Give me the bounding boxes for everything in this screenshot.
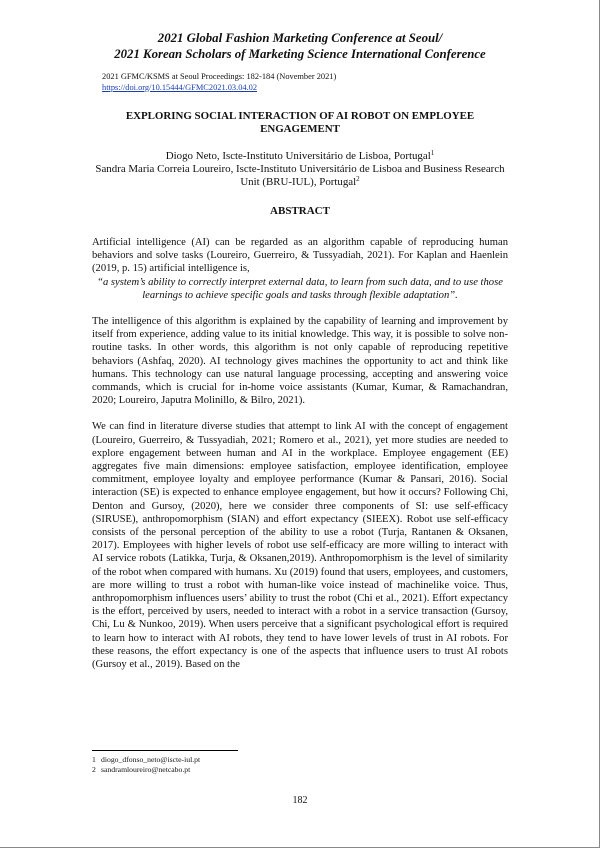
page-number: 182 (292, 795, 308, 806)
footnote-1-number: 1 (92, 755, 96, 764)
doi-link[interactable]: https://doi.org/10.15444/GFMC2021.03.04.02 (102, 82, 258, 92)
footnote-2 (92, 765, 200, 775)
conference-header (40, 30, 560, 62)
footnotes (92, 755, 200, 774)
footnote-1-email: diogo_dfonso_neto@iscte-iul.pt (101, 755, 201, 764)
footnote-divider (92, 750, 238, 751)
paragraph-1 (92, 236, 508, 302)
footnote-2-number: 2 (92, 764, 96, 774)
author-2-text: Sandra Maria Correia Loureiro, Iscte-Instituto Universitário de Lisboa and Business Research Unit (BRU-IUL), Portugal (95, 163, 505, 188)
abstract-heading: ABSTRACT (270, 205, 330, 217)
paragraph-1-text: Artificial intelligence (AI) can be regarded as an algorithm capable of reproducing human behaviors and solve tasks (Loureiro, Guerreiro, & Tussyadiah, 2021). For Kaplan and Haenlein (2019, p. 15) artificial intelligence is, (92, 237, 508, 275)
abstract-body (92, 236, 508, 684)
footnote-2-email: sandramloureiro@netcabo.pt (101, 764, 191, 774)
author-2-footnote-mark: 2 (356, 175, 360, 183)
author-1-text: Diogo Neto, Iscte-Instituto Universitário de Lisboa, Portugal (165, 150, 431, 162)
author-block (90, 150, 510, 189)
paragraph-3: We can find in literature diverse studies that attempt to link AI with the concept of engagement (Loureiro, Guerreiro, & Tussyadiah, 2021; Romero et al., 2021), yet more studies are needed to explore engagement between human and AI in the workplace. Employee engagement (EE) aggregates five main dimensions: employee satisfaction, employee identification, employee commitment, employee loyalty and employee performance (Kumar & Pansari, 2016). Social interaction (SE) is expected to enhance employee engagement, but how it occurs? Following Chi, Denton and Gursoy, (2020), here we consider three components of SI: use self-efficacy (SIRUSE), anthropomorphism (SIAN) and effort expectancy (SIEEX). Robot use self-efficacy consists of the personal perception of the ability to use a robot (Turja, Rantanen & Oksanen, 2017). Employees with higher levels of robot use self-efficacy are more willing to interact with AI service robots (Latikka, Turja, & Oksanen,2019). Anthropomorphism is the level of similarity of the robot when compared with humans. Xu (2019) found that users, employees, and customers, are more willing to trust a robot with human-like voice instead of machinelike voice. Thus, anthropomorphism influences users’ ability to trust the robot (Chi et al., 2021). Effort expectancy is the effort, perceived by users, needed to interact with a robot in a service transaction (Gursoy, Chi, Lu & Nunkoo, 2019). When users perceive that a significant psychological effort is required to learn how to interact with AI robots, they tend to have lower levels of trust in AI robots. For these reasons, the effort expectancy is one of the aspects that influence users to trust AI robots (Gursoy et al., 2019). Based on the (92, 421, 508, 671)
author-1-footnote-mark: 1 (430, 149, 435, 157)
paper-title: EXPLORING SOCIAL INTERACTION OF AI ROBOT ON EMPLOYEE ENGAGEMENT (125, 110, 475, 135)
conference-header-line2: 2021 Korean Scholars of Marketing Science International Conference (114, 47, 486, 61)
proceedings-citation: 2021 GFMC/KSMS at Seoul Proceedings: 182-184 (November 2021) (102, 72, 337, 81)
paragraph-2: The intelligence of this algorithm is explained by the capability of learning and improvement by itself from experience, adding value to its initial knowledge. This way, it is possible to solve non-routine tasks. In other words, this algorithm is not only capable of reproducing repetitive behaviors (Ashfaq, 2020). AI technology gives machines the opportunity to act and think like humans. This technology can use natural language processing, accepting and answering voice commands, which is crucial for in-home voice assistants (Kumar, Kumar, & Ramachandran, 2020; Loureiro, Japutra Molinillo, & Bilro, 2021). (92, 316, 508, 407)
footnote-1 (92, 755, 200, 765)
conference-header-line1: 2021 Global Fashion Marketing Conference at Seoul/ (157, 31, 443, 45)
proceedings-info (102, 72, 336, 93)
definition-quote: “a system’s ability to correctly interpret external data, to learn from such data, and to use those learnings to achieve specific goals and tasks through flexible adaptation”. (97, 276, 503, 301)
author-2 (90, 163, 510, 189)
author-1 (90, 150, 510, 163)
